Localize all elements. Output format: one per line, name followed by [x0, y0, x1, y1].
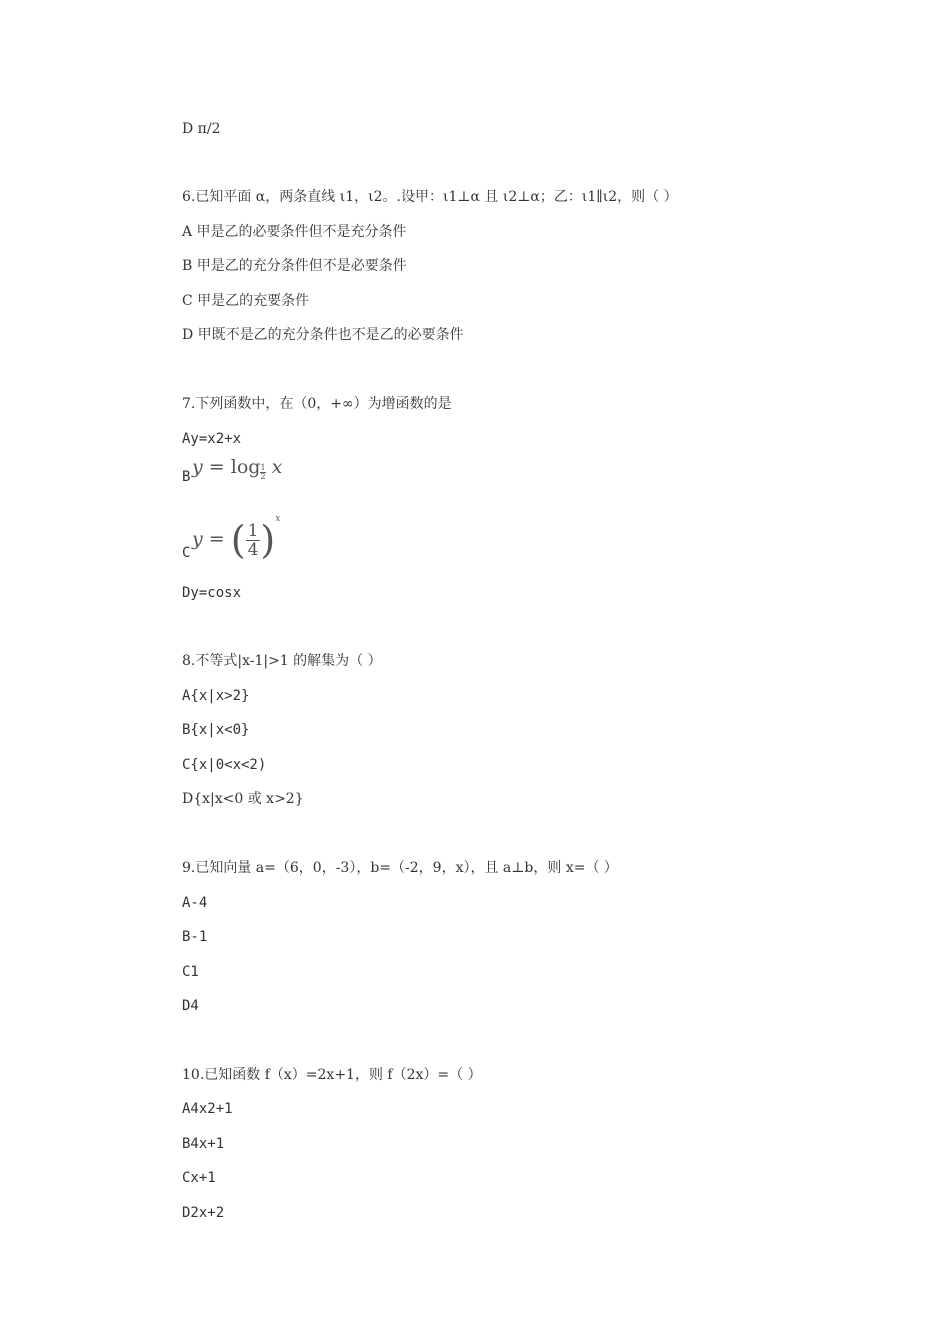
q7-c-fraction: [246, 522, 261, 559]
q7-option-b-formula: [192, 456, 282, 481]
q7-option-b-label: B: [182, 469, 191, 485]
q10-option-b: B4x+1: [182, 1136, 225, 1152]
q9-stem: 9.已知向量 a=（6，0，-3），b=（-2，9，x），且 a⊥b，则 x=（ ）: [182, 860, 618, 876]
q6-option-a: A 甲是乙的必要条件但不是充分条件: [182, 224, 407, 240]
q7-b-eq: =: [208, 456, 225, 478]
q8-stem: 8.不等式|x-1|>1 的解集为（ ）: [182, 653, 382, 669]
q5-option-d: D π/2: [182, 121, 221, 137]
q9-option-d: D4: [182, 998, 199, 1014]
q7-c-lhs: y: [192, 528, 203, 550]
q7-option-d: Dy=cosx: [182, 585, 242, 601]
q8-option-b: B{x|x<0}: [182, 722, 250, 738]
q7-option-a: Ay=x2+x: [182, 431, 242, 447]
q10-stem: 10.已知函数 f（x）=2x+1，则 f（2x）=（ ）: [182, 1067, 482, 1083]
q7-option-c-label: C: [182, 545, 191, 561]
q10-option-a: A4x2+1: [182, 1101, 233, 1117]
q7-b-base: [260, 464, 265, 481]
q10-option-d: D2x+2: [182, 1205, 225, 1221]
q6-option-c: C 甲是乙的充要条件: [182, 293, 310, 309]
q7-c-exp: x: [275, 514, 281, 524]
q7-b-base-num: 1: [260, 463, 266, 472]
q9-option-b: B-1: [182, 929, 208, 945]
q10-option-c: Cx+1: [182, 1170, 216, 1186]
q7-c-eq: =: [208, 528, 225, 550]
q7-c-left-paren: (: [230, 518, 246, 562]
q7-stem: 7.下列函数中，在（0，+∞）为增函数的是: [182, 396, 452, 412]
q7-c-den: 4: [247, 539, 259, 560]
q7-c-right-paren: ): [260, 518, 276, 562]
q7-c-num: 1: [247, 520, 259, 541]
q7-option-c-formula: [192, 514, 280, 562]
q7-b-base-den: 2: [260, 472, 266, 481]
q9-option-a: A-4: [182, 895, 208, 911]
q6-option-d: D 甲既不是乙的充分条件也不是乙的必要条件: [182, 327, 464, 343]
q7-b-fn: log: [230, 456, 261, 478]
q9-option-c: C1: [182, 964, 199, 980]
q7-b-arg: x: [271, 456, 283, 478]
q7-b-lhs: y: [192, 456, 203, 478]
q8-option-d: D{x|x<0 或 x>2}: [182, 791, 304, 807]
q8-option-c: C{x|0<x<2): [182, 757, 267, 773]
q8-option-a: A{x|x>2}: [182, 688, 250, 704]
q6-stem: 6.已知平面 α，两条直线 ι1，ι2。.设甲：ι1⊥α 且 ι2⊥α；乙：ι1∥ι2，则（ ）: [182, 189, 678, 205]
q6-option-b: B 甲是乙的充分条件但不是必要条件: [182, 258, 407, 274]
